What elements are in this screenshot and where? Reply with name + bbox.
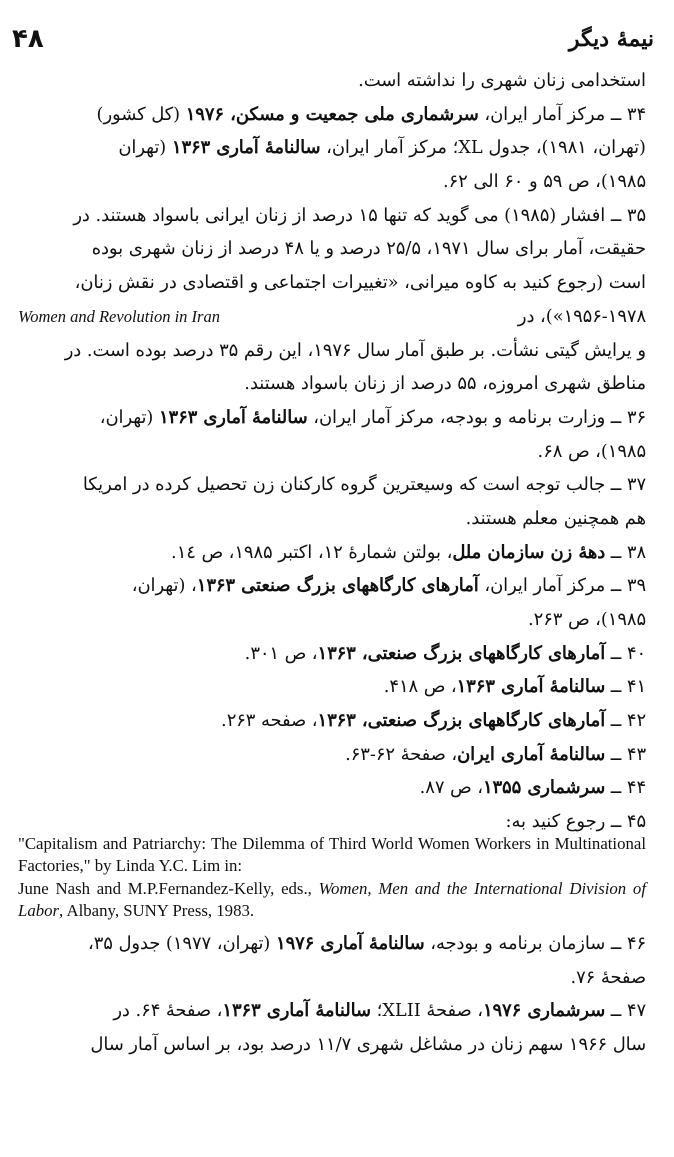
note-47: ۴۷ ــ سرشماری ۱۹۷۶، صفحهٔ XLII؛ سالنامهٔ آماری ۱۳۶۳، صفحهٔ ۶۴. در bbox=[113, 1000, 646, 1022]
note-46: ۴۶ ــ سازمان برنامه و بودجه، سالنامهٔ آماری ۱۹۷۶ (تهران، ۱۹۷۷) جدول ۳۵، bbox=[87, 932, 646, 954]
note-line: ۱۹۸۵)، ص ۶۸. bbox=[537, 440, 646, 462]
note-40: ۴۰ ــ آمارهای کارگاههای بزرگ صنعتی، ۱۳۶۳، ص ۳۰۱. bbox=[244, 642, 646, 664]
note-line: صفحهٔ ۷۶. bbox=[570, 966, 646, 988]
note-line: و یرایش گیتی نشأت. بر طبق آمار سال ۱۹۷۶، این رقم ۳۵ درصد بوده است. در bbox=[64, 339, 646, 361]
running-title: نیمهٔ دیگر bbox=[568, 26, 654, 52]
english-citation-editors: June Nash and M.P.Fernandez-Kelly, eds., Women, Men and the International Division of Labor, Albany, SUNY Press, 1983. bbox=[18, 878, 646, 921]
note-line: هم همچنین معلم هستند. bbox=[465, 507, 646, 529]
english-citation: "Capitalism and Patriarchy: The Dilemma of Third World Women Workers in Multinational Factories," by Linda Y.C. Lim in: bbox=[18, 833, 646, 876]
page-header bbox=[12, 22, 654, 56]
note-line: ۱۹۸۵)، ص ۲۶۳. bbox=[528, 609, 646, 630]
note-line: استخدامی زنان شهری را نداشته است. bbox=[358, 70, 646, 91]
note-34: ۳۴ ــ مرکز آمار ایران، سرشماری ملی جمعیت و مسکن، ۱۹۷۶ (کل کشور) bbox=[96, 103, 646, 125]
note-36: ۳۶ ــ وزارت برنامه و بودجه، مرکز آمار ایران، سالنامهٔ آماری ۱۳۶۳ (تهران، bbox=[99, 406, 646, 428]
note-35: ۳۵ ــ افشار (۱۹۸۵) می گوید که تنها ۱۵ درصد از زنان ایرانی باسواد هستند. در bbox=[73, 204, 646, 226]
notes-body bbox=[18, 64, 646, 1062]
note-44: ۴۴ ــ سرشماری ۱۳۵۵، ص ۸۷. bbox=[419, 777, 646, 799]
note-line: ۱۹۵۶-۱۹۷۸»)، در Women and Revolution in Iran bbox=[18, 300, 646, 334]
book-title-english: Women and Revolution in Iran bbox=[18, 306, 220, 326]
note-39: ۳۹ ــ مرکز آمار ایران، آمارهای کارگاههای بزرگ صنعتی ۱۳۶۳، (تهران، bbox=[131, 575, 646, 597]
note-line: مناطق شهری امروزه، ۵۵ درصد از زنان باسواد هستند. bbox=[244, 373, 646, 395]
note-line: حقیقت، آمار برای سال ۱۹۷۱، ۲۵/۵ درصد و یا ۴۸ درصد از زنان شهری بوده bbox=[91, 238, 646, 260]
note-38: ۳۸ ــ دههٔ زن سازمان ملل، بولتن شمارهٔ ۱۲، اکتبر ۱۹۸۵، ص ۱٤. bbox=[171, 541, 646, 563]
note-45: ۴۵ ــ رجوع کنید به: bbox=[505, 811, 646, 833]
note-line: سال ۱۹۶۶ سهم زنان در مشاغل شهری ۱۱/۷ درصد بود، بر اساس آمار سال bbox=[90, 1033, 646, 1055]
note-37: ۳۷ ــ جالب توجه است که وسیعترین گروه کارکنان زن تحصیل کرده در امریکا bbox=[82, 474, 646, 496]
note-41: ۴۱ ــ سالنامهٔ آماری ۱۳۶۳، ص ۴۱۸. bbox=[383, 676, 646, 698]
note-line: است (رجوع کنید به کاوه میرانی، «تغییرات اجتماعی و اقتصادی در نقش زنان، bbox=[74, 272, 646, 294]
note-42: ۴۲ ــ آمارهای کارگاههای بزرگ صنعتی، ۱۳۶۳، صفحه ۲۶۳. bbox=[221, 710, 646, 732]
note-line: (تهران، ۱۹۸۱)، جدول XL؛ مرکز آمار ایران، سالنامهٔ آماری ۱۳۶۳ (تهران bbox=[118, 137, 646, 159]
note-43: ۴۳ ــ سالنامهٔ آماری ایران، صفحهٔ ۶۲-۶۳. bbox=[345, 743, 646, 765]
page-number: ۴۸ bbox=[12, 24, 44, 54]
note-line: ۱۹۸۵)، ص ۵۹ و ۶۰ الی ۶۲. bbox=[442, 171, 646, 193]
